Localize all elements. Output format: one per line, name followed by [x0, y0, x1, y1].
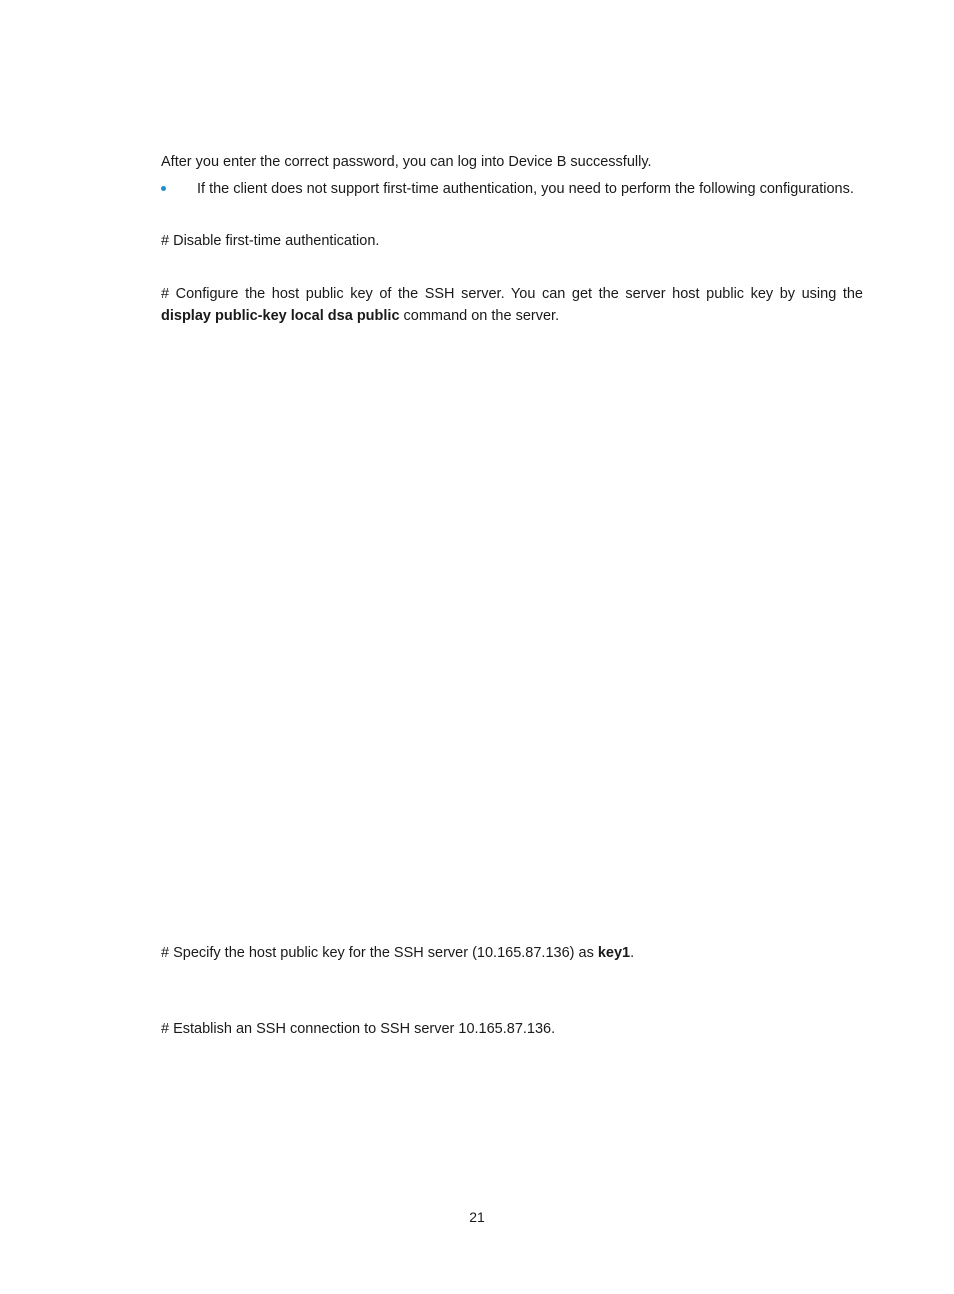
paragraph-specify-host-key — [161, 942, 863, 964]
bullet-dot-icon — [161, 186, 166, 191]
paragraph-text: # Specify the host public key for the SSH server (10.165.87.136) as — [161, 945, 598, 961]
page-number: 21 — [469, 1209, 485, 1225]
paragraph-text: # Configure the host public key of the SSH server. You can get the server host public key by using the — [161, 286, 863, 302]
paragraph-establish-ssh: # Establish an SSH connection to SSH server 10.165.87.136. — [161, 1021, 556, 1037]
paragraph-disable-first-time-auth: # Disable first-time authentication. — [161, 233, 380, 249]
paragraph-configure-host-key — [161, 283, 863, 327]
command-name: display public-key local dsa public — [161, 308, 400, 324]
bullet-text: If the client does not support first-time authentication, you need to perform the following configurations. — [197, 181, 854, 197]
paragraph-text: . — [630, 945, 635, 961]
key-name: key1 — [597, 945, 631, 961]
paragraph-text: command on the server. — [399, 308, 560, 324]
paragraph-login-success: After you enter the correct password, you can log into Device B successfully. — [161, 154, 652, 170]
